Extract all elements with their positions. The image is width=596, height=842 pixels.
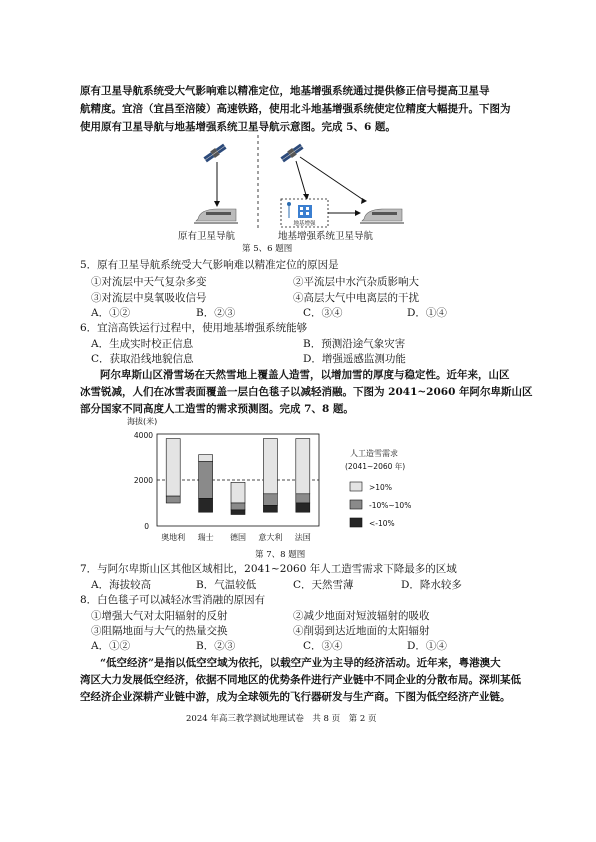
page-footer: 2024 年高三教学测试地理试卷 共 8 页 第 2 页 <box>186 714 377 724</box>
q6-answer-c: C．获取沿线地貌信息 <box>91 353 194 365</box>
legend-swatch-low <box>350 518 362 527</box>
q7-answer-b: B．气温较低 <box>196 579 257 591</box>
legend-swatch-mid <box>350 500 362 509</box>
intro1-line1: 原有卫星导航系统受大气影响难以精准定位，地基增强系统通过提供修正信号提高卫星导 <box>80 85 490 97</box>
q5-answer-d: D．①④ <box>407 307 447 319</box>
intro2-line3: 部分国家不同高度人工造雪的需求预测图。完成 7、8 题。 <box>80 403 354 415</box>
q5-option-2: ②平流层中水汽杂质影响大 <box>293 276 419 288</box>
y-tick-0: 0 <box>144 522 149 531</box>
q6-stem: 6．宜涪高铁运行过程中，使用地基增强系统能够 <box>80 322 308 334</box>
x-label-0: 奥地利 <box>161 533 186 542</box>
q8-answer-b: B．②③ <box>196 640 236 652</box>
station-label: 地基增强 <box>293 221 316 227</box>
q5-option-1: ①对流层中天气复杂多变 <box>91 276 207 288</box>
q7-answer-c: C．天然雪薄 <box>293 579 354 591</box>
left-label: 原有卫星导航 <box>178 231 236 242</box>
x-labels-group <box>161 532 311 542</box>
bar-3-high <box>263 439 277 494</box>
navigation-diagram <box>160 135 420 253</box>
x-label-3: 意大利 <box>258 533 283 542</box>
intro2-line1: 阿尔卑斯山区滑雪场在天然雪地上覆盖人造雪，以增加雪的厚度与稳定性。近年来，山区 <box>100 369 510 381</box>
snowmaking-demand-chart <box>125 412 435 550</box>
q5-answer-c: C．③④ <box>303 307 343 319</box>
bar-4-high <box>296 439 310 494</box>
q6-answer-d: D．增强遥感监测功能 <box>303 353 406 365</box>
q8-stem: 8．白色毯子可以减轻冰雪消融的原因有 <box>80 594 266 606</box>
bar-4-mid <box>296 494 310 503</box>
bar-1-high <box>199 455 213 462</box>
q8-option-1: ①增强大气对太阳辐射的反射 <box>91 610 228 622</box>
bar-3-mid <box>263 494 277 506</box>
satellite-icon-left <box>203 143 227 163</box>
legend-label-low: <-10% <box>369 519 395 528</box>
q5-option-3: ③对流层中臭氧吸收信号 <box>91 292 207 304</box>
satellite-icon-right <box>280 143 304 163</box>
q8-option-3: ③阻隔地面与大气的热量交换 <box>91 625 228 637</box>
q8-answer-c: C．③④ <box>303 640 343 652</box>
bar-0-high <box>166 439 180 497</box>
y-axis-label: 海拔(米) <box>127 417 158 426</box>
x-label-1: 瑞士 <box>197 533 214 542</box>
q8-answer-a: A．①② <box>91 640 131 652</box>
bar-1-mid <box>199 462 213 499</box>
legend-title-1: 人工造雪需求 <box>350 449 398 458</box>
legend-swatch-high <box>350 482 362 491</box>
intro3-line1: “低空经济”是指以低空空域为依托，以载空产业为主导的经济活动。近年来，粤港澳大 <box>100 657 501 669</box>
right-label: 地基增强系统卫星导航 <box>278 231 374 242</box>
bar-1-low <box>199 498 213 512</box>
y-tick-2000: 2000 <box>133 476 153 485</box>
q8-option-2: ②减少地面对短波辐射的吸收 <box>293 610 430 622</box>
intro3-line3: 空经济企业深耕产业链中游，成为全球领先的飞行器研发与生产商。下图为低空经济产业链。 <box>80 691 511 703</box>
intro1-line3: 使用原有卫星导航与地基增强系统卫星导航示意图。完成 5、6 题。 <box>80 121 396 133</box>
x-label-4: 法国 <box>294 533 311 542</box>
intro3-line2: 湾区大力发展低空经济，依据不同地区的优势条件进行产业链中不同企业的分散布局。深圳某低 <box>80 674 521 686</box>
q6-answer-b: B．预测沿途气象灾害 <box>303 338 406 350</box>
intro2-line2: 冰雪锐减，人们在冰雪表面覆盖一层白色毯子以减轻消融。下图为 2041~2060 年阿尔卑斯山区 <box>80 386 533 398</box>
intro1-line2: 航精度。宜涪（宜昌至涪陵）高速铁路，使用北斗地基增强系统使定位精度大幅提升。下图为 <box>80 103 511 115</box>
q7-answer-a: A．海拔较高 <box>91 579 152 591</box>
bar-2-high <box>231 482 245 503</box>
legend-title-2: (2041~2060 年) <box>345 462 406 471</box>
bar-2-low <box>231 510 245 515</box>
bar-4-low <box>296 503 310 512</box>
q8-answer-d: D．①④ <box>407 640 447 652</box>
bar-3-low <box>263 505 277 512</box>
y-tick-4000: 4000 <box>133 431 153 440</box>
building-icon <box>298 205 312 218</box>
q5-answer-b: B．②③ <box>196 307 236 319</box>
q7-stem: 7．与阿尔卑斯山区其他区域相比，2041~2060 年人工造雪需求下降最多的区域 <box>80 563 457 575</box>
q6-answer-a: A．生成实时校正信息 <box>91 338 194 350</box>
q7-answer-d: D．降水较多 <box>401 579 462 591</box>
fig1-caption: 第 5、6 题图 <box>242 244 293 254</box>
x-label-2: 德国 <box>230 533 246 542</box>
q5-stem: 5．原有卫星导航系统受大气影响难以精准定位的原因是 <box>80 259 339 271</box>
q5-option-4: ④高层大气中电离层的干扰 <box>293 292 419 304</box>
train-icon-right <box>360 209 404 223</box>
legend-label-mid: -10%~10% <box>369 501 412 510</box>
fig2-caption: 第 7、8 题图 <box>255 550 306 560</box>
legend-label-high: >10% <box>369 483 392 492</box>
bar-0-mid <box>166 496 180 503</box>
q5-answer-a: A．①② <box>91 307 131 319</box>
q8-option-4: ④削弱到达近地面的太阳辐射 <box>293 625 430 637</box>
bar-2-mid <box>231 503 245 510</box>
train-icon-left <box>194 209 238 223</box>
